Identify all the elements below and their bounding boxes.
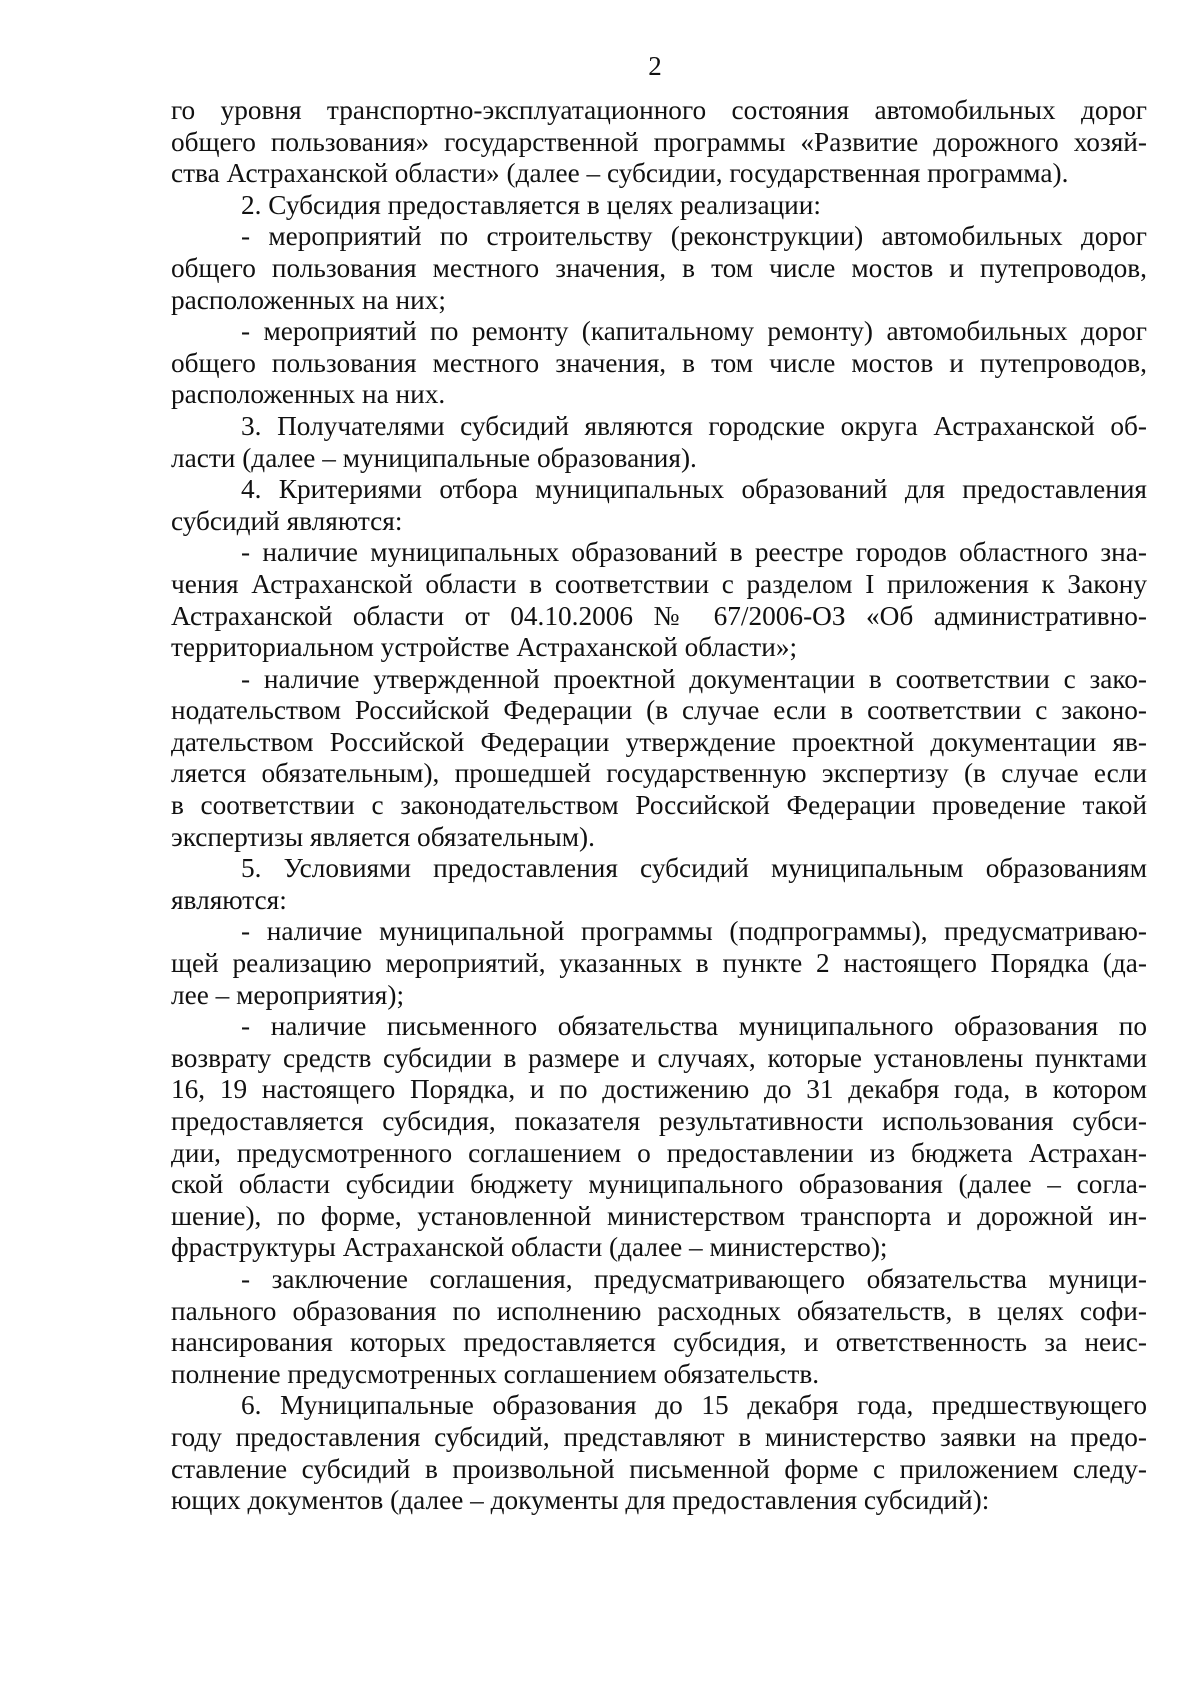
text-line: полнение предусмотренных соглашением обязательств.: [171, 1358, 820, 1389]
text-line: 16, 19 настоящего Порядка, и по достижению до 31 декабря года, в котором: [171, 1074, 1147, 1105]
paragraph: [171, 1264, 1147, 1390]
paragraph: [171, 1011, 1147, 1264]
text-line: - заключение соглашения, предусматривающего обязательства муници-: [241, 1263, 1147, 1294]
text-line: шение), по форме, установленной министерством транспорта и дорожной ин-: [171, 1200, 1147, 1231]
text-line: в соответствии с законодательством Российской Федерации проведение такой: [171, 790, 1147, 821]
page-number: 2: [648, 51, 662, 81]
text-line: 5. Условиями предоставления субсидий муниципальным образованиям: [241, 853, 1147, 884]
text-line: ляется обязательным), прошедшей государственную экспертизу (в случае если: [171, 758, 1147, 789]
text-line: субсидий являются:: [171, 505, 403, 536]
text-line: - мероприятий по ремонту (капитальному ремонту) автомобильных дорог: [241, 316, 1147, 347]
text-line: общего пользования местного значения, в том числе мостов и путепроводов,: [171, 347, 1147, 378]
paragraph: [171, 474, 1147, 537]
text-line: возврату средств субсидии в размере и случаях, которые установлены пунктами: [171, 1042, 1147, 1073]
text-line: ласти (далее – муниципальные образования).: [171, 442, 697, 473]
paragraph: [171, 190, 1147, 222]
text-line: - наличие утвержденной проектной документации в соответствии с зако-: [241, 663, 1147, 694]
text-line: чения Астраханской области в соответствии с разделом I приложения к Закону: [171, 568, 1147, 599]
text-line: щей реализацию мероприятий, указанных в пункте 2 настоящего Порядка (да-: [171, 948, 1147, 979]
text-line: дии, предусмотренного соглашением о предоставлении из бюджета Астрахан-: [171, 1137, 1147, 1168]
text-line: ства Астраханской области» (далее – субсидии, государственная программа).: [171, 158, 1069, 189]
text-line: лее – мероприятия);: [171, 979, 405, 1010]
text-line: - мероприятий по строительству (реконструкции) автомобильных дорог: [241, 221, 1147, 252]
text-line: нодательством Российской Федерации (в случае если в соответствии с законо-: [171, 695, 1147, 726]
paragraph: [171, 537, 1147, 663]
paragraph: [171, 853, 1147, 916]
text-line: - наличие муниципальной программы (подпрограммы), предусматриваю-: [241, 916, 1147, 947]
text-line: ющих документов (далее – документы для предоставления субсидий):: [171, 1485, 990, 1516]
text-line: пального образования по исполнению расходных обязательств, в целях софи-: [171, 1295, 1147, 1326]
text-line: - наличие муниципальных образований в реестре городов областного зна-: [241, 537, 1147, 568]
document-body: [171, 95, 1147, 1517]
text-line: фраструктуры Астраханской области (далее – министерство);: [171, 1232, 888, 1263]
text-line: 2. Субсидия предоставляется в целях реализации:: [241, 189, 821, 220]
text-line: - наличие письменного обязательства муниципального образования по: [241, 1011, 1147, 1042]
paragraph: [171, 316, 1147, 411]
paragraph: [171, 411, 1147, 474]
text-line: экспертизы является обязательным).: [171, 821, 595, 852]
text-line: общего пользования» государственной программы «Развитие дорожного хозяй-: [171, 126, 1147, 157]
text-line: общего пользования местного значения, в том числе мостов и путепроводов,: [171, 252, 1147, 283]
text-line: дательством Российской Федерации утверждение проектной документации яв-: [171, 726, 1147, 757]
text-line: являются:: [171, 884, 287, 915]
text-line: 4. Критериями отбора муниципальных образований для предоставления: [241, 474, 1147, 505]
text-line: 3. Получателями субсидий являются городские округа Астраханской об-: [241, 410, 1147, 441]
text-line: 6. Муниципальные образования до 15 декабря года, предшествующего: [241, 1390, 1147, 1421]
paragraph: [171, 95, 1147, 190]
text-line: нансирования которых предоставляется субсидия, и ответственность за неис-: [171, 1327, 1147, 1358]
text-line: ской области субсидии бюджету муниципального образования (далее – согла-: [171, 1169, 1147, 1200]
paragraph: [171, 664, 1147, 854]
paragraph: [171, 1390, 1147, 1516]
text-line: Астраханской области от 04.10.2006 № 67/2006-ОЗ «Об административно-: [171, 600, 1147, 631]
text-line: расположенных на них;: [171, 284, 447, 315]
text-line: расположенных на них.: [171, 379, 446, 410]
text-line: году предоставления субсидий, представляют в министерство заявки на предо-: [171, 1421, 1147, 1452]
text-line: предоставляется субсидия, показателя результативности использования субси-: [171, 1106, 1147, 1136]
text-line: го уровня транспортно-эксплуатационного состояния автомобильных дорог: [171, 95, 1147, 125]
paragraph: [171, 221, 1147, 316]
paragraph: [171, 916, 1147, 1011]
text-line: территориальном устройстве Астраханской области»;: [171, 632, 798, 663]
text-line: ставление субсидий в произвольной письменной форме с приложением следу-: [171, 1453, 1147, 1484]
